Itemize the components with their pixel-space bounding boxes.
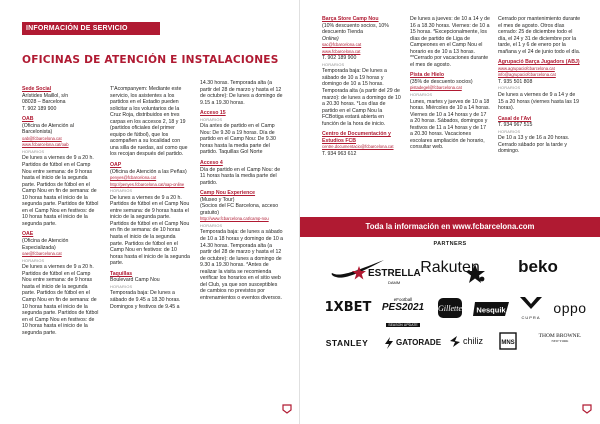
gatorade-text: GATORADE [396,338,442,347]
store-subtitle-1: (10% descuento socios, 10% descuento Tienda [322,22,389,36]
documentation-email-link[interactable]: centre.documentacio@fcbarcelona.cat [322,144,394,150]
acceso4-hours: Día de partido en el Camp Nou: de 11 horas hasta la media parte del partido. [200,166,281,186]
mns-logo [498,332,518,352]
gillette-logo [433,297,467,321]
store-email-link[interactable]: sac@fcbarcelona.cat [322,42,362,48]
pista-email-link[interactable]: pistadegel@fcbarcelona.cat [410,85,462,91]
gillette-text: Gillette [438,304,462,313]
website-banner[interactable]: Toda la información en www.fcbarcelona.com [300,217,600,237]
star-icon [352,266,366,280]
gatorade-bolt-icon [384,337,394,349]
oap-hours: De lunes a viernes de 9 a 20 h. Partidos de fútbol en el Camp Nou entre semana: de 9 horas hasta el inicio de la segunda parte. Partidos de fútbol en el Camp Nou en fin de semana: de 10 horas hasta el inicio de la segunda parte. Partidos de fútbol en el Camp Nou en festivos: de 10 horas hasta el inicio de la segunda parte. [110,194,190,267]
store-phone: T. 902 189 900 [322,55,357,62]
1xbet-logo: 1XBET [324,300,372,315]
damm-text: DAMM [388,280,401,285]
cupra-logo [516,296,546,320]
season-update-text: SEASON UPDATE [388,323,418,327]
taquillas-heading: Taquillas [110,270,133,277]
oae-heading: OAE [22,231,34,238]
oap-web-link[interactable]: http://penyes.fcbarcelona.cat/oap-online [110,181,185,187]
taquillas-hours-continued: 14.30 horas. Temporada alta (a partir del 28 de marzo y hasta el 12 de octubre): De lunes a domingo de 9.15 a 19.30 horas. [200,80,283,106]
experience-hours: Temporada baja: de lunes a sábado de 10 a 18 horas y domingo de 10 a 14.30 horas. Temporada alta (a partir del 28 de marzo y hasta el 12 de octubre): de lunes a domingo de 9.30 a 19.30 horas. *Antes de realizar la visita se recomienda verificar los horarios en el sitio web del Club, ya que son susceptibles de cambios no previstos por entrenamientos o eventos diversos. [200,229,284,301]
section-label: INFORMACIÓN DE SERVICIO [22,22,160,35]
agrupacio-web-link[interactable]: www.agrupaciofcbarcelona.cat [498,65,555,71]
horarios-label: HORARIOS [110,283,133,289]
partners-title: PARTNERS [433,241,467,247]
pista-hours-continued: Cerrado por mantenimiento durante el mes de agosto. Otros días cerrado: 25 de diciembre todo el día, el 24 y 31 de diciembre por la tarde, el 1 y 6 de enero por la mañana y el 24 de junio todo el día. [498,16,581,55]
horarios-label: HORARIOS [322,61,345,67]
column-4 [322,16,402,157]
nesquik-logo [470,299,512,319]
horarios-label: HORARIOS [22,257,45,263]
gatorade-logo [382,336,442,350]
horarios-label: HORARIOS [200,116,223,122]
pes2021-logo [378,297,428,331]
store-hours: Temporada baja: De lunes a sábado de 10 a 19 horas y domingo de 10 a 15 horas. Temporada alta (a partir del 29 de marzo): de lunes a domingo de 10 a 20.30 horas. *Los días de partido en el Camp Nou la FCBotiga estará abierta en función de la hora de inicio. [322,68,401,127]
tacompanyem-text: T'Acompanyem: Mediante este servicio, los asistentes a los partidos en el Estadio pueden solicitar a los voluntarios de la Cruz Roja, distribuidos en tres carpas en los accesos 2, 18 y 19 (partidos oficiales del primer equipo de fútbol), que los acompañen a su localidad con una silla de ruedas, así como que los recojan después del partido. [110,86,188,158]
acceso4-heading: Acceso 4 [200,160,223,167]
camp-nou-experience-heading: Camp Nou Experience [200,190,256,197]
taquillas-hours: Temporada baja: De lunes a sábado de 9.45 a 18.30 horas. Domingos y festivos de 9.45 a [110,290,181,310]
store-subtitle-2: Online) [322,35,339,42]
barca-store-heading: Barça Store Camp Nou [322,16,379,22]
experience-subtitle-2: (Socios del FC Barcelona, acceso gratuito) [200,203,279,216]
oap-subtitle: (Oficina de Atención a las Peñas) [110,168,187,175]
agrupacio-hours: De lunes a viernes de 9 a 14 y de 15 a 20 horas (viernes hasta las 19 horas). [498,92,580,112]
casal-phone: T. 934 967 515 [498,122,533,129]
club-crest-icon [282,404,292,414]
oap-email-link[interactable]: penyes@fcbarcelona.cat [110,175,157,181]
sede-address-2: 08028 – Barcelona [22,99,66,106]
column-2 [110,86,190,310]
acceso15-hours: Día antes de partido en el Camp Nou: De 9.30 a 19 horas. Día de partido en el Camp Nou: De 9.30 horas hasta la media parte del partido. Taquillas Gol Norte [200,123,276,156]
horarios-label: HORARIOS [410,92,433,98]
horarios-label: HORARIOS [110,188,133,194]
chiliz-logo [448,334,492,350]
column-5 [410,16,490,151]
new-york-text: NEW YORK [551,339,569,343]
mns-text: MNS [501,340,515,346]
oab-subtitle: (Oficina de Atención al Barcelonista) [22,122,74,136]
efootball-text: eFootball [393,297,413,302]
right-page [300,0,600,424]
agrupacio-heading: Agrupació Barça Jugadors (ABJ) [498,59,580,66]
cupra-emblem-icon [519,296,543,310]
oppo-logo: oppo [553,300,587,316]
casal-heading: Casal de l'Avi [498,115,532,122]
horarios-label: HORARIOS [22,148,45,154]
sede-address-1: Arístides Maillol, s/n [22,92,69,99]
caixabank-star-icon [460,263,490,285]
pes-text: PES2021 [381,302,425,313]
cupra-text: CUPRA [521,315,541,320]
store-web-link[interactable]: www.fcbarcelona.cat [322,48,361,54]
column-6 [498,16,582,155]
gillette-badge-icon [437,297,463,319]
oae-hours: De lunes a viernes de 9 a 20 h. Partidos de fútbol en el Camp Nou entre semana: de 9 horas hasta el inicio de la segunda parte. Partidos de fútbol en el Camp Nou en fin de semana: de 10 horas hasta el inicio de la segunda parte. Partidos de fútbol en el Camp Nou en festivos: de 10 horas hasta el inicio de la segunda parte. [22,264,99,336]
chiliz-icon [448,335,461,348]
documentation-center-heading: Centro de Documentación y Estudios FCB [322,131,391,144]
stanley-logo: STANLEY [325,338,369,348]
club-crest-icon [582,404,592,414]
sede-heading: Sede Social [22,86,52,92]
oab-hours: De lunes a viernes de 9 a 20 h. Partidos de fútbol en el Camp Nou entre semana: de 9 horas hasta el inicio de la segunda parte. Partidos de fútbol en el Camp Nou en fin de semana: de 10 horas hasta el inicio de la segunda parte. Partidos de fútbol en el Camp Nou en festivos: de 10 horas hasta el inicio de la segunda parte. [22,155,99,227]
chiliz-text: chiliz [463,336,484,346]
estrella-damm-logo [350,266,450,292]
documentation-hours: De lunes a jueves: de 10 a 14 y de 16 a 18.30 horas. Viernes: de 10 a 15 horas. *Excepcionalmente, los días de partido de Liga de Campeones en el Camp Nou el horario es de 10 a 13 horas. **Cerrado por vacaciones durante el mes de agosto. [410,16,490,68]
oae-subtitle: (Oficina de Atención Especializada) [22,238,69,251]
agrupacio-email-link[interactable]: info@agrupaciofcbarcelona.cat [498,72,556,78]
column-3 [200,80,284,302]
oab-email-link[interactable]: oab@fcbarcelona.cat [22,135,62,141]
thom-browne-logo [528,333,592,343]
pista-heading: Pista de Hielo [410,72,445,79]
thom-browne-text: THOM BROWNE. [538,333,582,339]
beko-logo: beko [518,257,558,276]
pista-subtitle: (35% de descuento socios) [410,78,473,85]
experience-subtitle: (Museo y Tour) [200,196,235,203]
estrella-text: ESTRELLA [368,268,421,279]
casal-hours: De 10 a 13 y de 16 a 20 horas. Cerrado sábado por la tarde y domingo. [498,135,570,155]
oae-email-link[interactable]: oae@fcbarcelona.cat [22,251,62,257]
pista-hours: Lunes, martes y jueves de 10 a 18 horas. Miércoles de 10 a 14 horas. Viernes de 10 a 14 horas y de 17 a 20 horas. Sábados, domingos y festivos de 11 a 14 horas y de 17 a 20.30 horas. Vacaciones escolares ampliación de horario, consultar web. [410,98,490,151]
rakuten-logo: Rakuten [420,259,480,276]
horarios-label: HORARIOS [498,128,521,134]
column-1 [22,86,100,336]
oab-heading: OAB [22,116,34,123]
horarios-label: HORARIOS [498,85,521,91]
sede-phone: T. 902 189 900 [22,105,57,112]
taquillas-subtitle: Boulevard Camp Nou [110,277,160,284]
experience-web-link[interactable]: http://www.fcbarcelona.cat/camp-nou [200,216,269,222]
nesquik-text: Nesquik [476,305,506,315]
page-title: OFICINAS DE ATENCIÓN E INSTALACIONES [22,54,279,66]
oab-web-link[interactable]: www.fcbarcelona.cat/oab [22,142,69,148]
nesquik-badge-icon [471,299,511,319]
horarios-label: HORARIOS [200,222,223,228]
acceso15-heading: Acceso 15 [200,110,226,117]
mns-badge-icon [499,332,517,350]
documentation-phone: T. 934 963 612 [322,150,357,157]
oap-heading: OAP [110,162,122,169]
agrupacio-phone: T. 935 501 808 [498,78,533,85]
